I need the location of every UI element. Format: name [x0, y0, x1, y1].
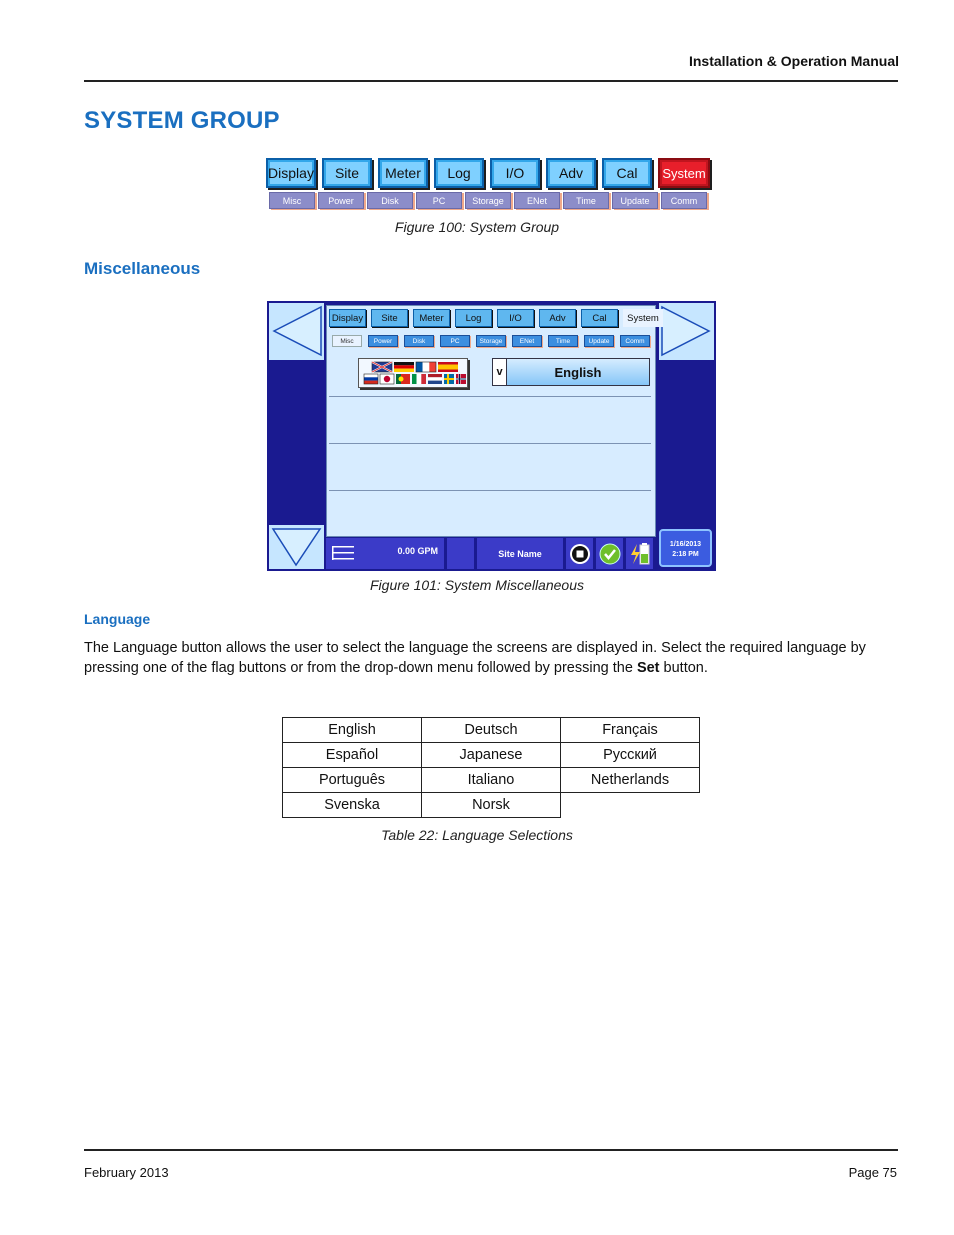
- tab-meter[interactable]: [378, 158, 428, 188]
- tab-label: Site: [326, 162, 368, 184]
- date-time-display: [659, 529, 712, 567]
- table-cell: Netherlands: [561, 768, 700, 793]
- subtab-time[interactable]: Time: [563, 192, 609, 209]
- tab-adv[interactable]: [546, 158, 596, 188]
- screen-main: [326, 305, 659, 537]
- screen-subtab-pc[interactable]: PC: [440, 335, 470, 347]
- screen-subtab-enet[interactable]: ENet: [512, 335, 542, 347]
- language-value: English: [507, 359, 649, 385]
- power-status: [626, 538, 653, 569]
- prev-button[interactable]: [269, 303, 324, 360]
- screen-tab-log[interactable]: Log: [455, 309, 492, 327]
- dropdown-arrow[interactable]: v: [493, 359, 507, 385]
- header-title: Installation & Operation Manual: [688, 53, 899, 69]
- divider: [329, 443, 651, 444]
- tab-label: Display: [270, 162, 312, 184]
- table-row: [283, 793, 700, 818]
- divider: [329, 396, 651, 397]
- screen-tab-adv[interactable]: Adv: [539, 309, 576, 327]
- left-arrow-icon: [269, 303, 324, 360]
- table-cell: English: [283, 718, 422, 743]
- language-flags-button[interactable]: [358, 358, 468, 388]
- table-cell: Español: [283, 743, 422, 768]
- flow-value: 0.00 GPM: [397, 546, 438, 556]
- screen-subtab-comm[interactable]: Comm: [620, 335, 650, 347]
- subtab-enet[interactable]: ENet: [514, 192, 560, 209]
- status-ok: [596, 538, 623, 569]
- language-table: [282, 717, 700, 818]
- down-arrow-icon: [269, 525, 324, 569]
- tab-log[interactable]: [434, 158, 484, 188]
- screen-subtab-update[interactable]: Update: [584, 335, 614, 347]
- subsection-title: Miscellaneous: [84, 259, 201, 278]
- table-cell: Italiano: [422, 768, 561, 793]
- tab-label: Log: [438, 162, 480, 184]
- screen-tab-cal[interactable]: Cal: [581, 309, 618, 327]
- tab-display[interactable]: [266, 158, 316, 188]
- subtab-comm[interactable]: Comm: [661, 192, 707, 209]
- check-icon: [599, 543, 621, 565]
- set-keyword: Set: [636, 659, 660, 676]
- flow-readout: [326, 538, 444, 569]
- footer-page-number: Page 75: [848, 1165, 897, 1180]
- tab-site[interactable]: [322, 158, 372, 188]
- footer-date: February 2013: [84, 1165, 169, 1180]
- screen-subtab-disk[interactable]: Disk: [404, 335, 434, 347]
- tab-label: System: [662, 162, 706, 184]
- subtab-storage[interactable]: Storage: [465, 192, 511, 209]
- stop-button[interactable]: [566, 538, 593, 569]
- screen-tab-row: [329, 309, 663, 327]
- desc-text: The Language button allows the user to select the language the screens are displayed in. Select the required language by pressing one of the flag buttons or from the drop-down menu followed by pressing the: [84, 640, 866, 676]
- table-cell-empty: [561, 793, 700, 818]
- scroll-down-button[interactable]: [269, 525, 324, 569]
- time-value: 2:18 PM: [672, 551, 699, 558]
- screen-subtab-power[interactable]: Power: [368, 335, 398, 347]
- language-heading: Language: [84, 611, 151, 627]
- table-cell: Norsk: [422, 793, 561, 818]
- footer-rule: [84, 1149, 898, 1151]
- table-cell: Русский: [561, 743, 700, 768]
- table-row: [283, 743, 700, 768]
- screen-subtab-row: [332, 335, 650, 347]
- subtab-pc[interactable]: PC: [416, 192, 462, 209]
- tab-label: Adv: [550, 162, 592, 184]
- tab-label: Cal: [606, 162, 648, 184]
- screen-tab-site[interactable]: Site: [371, 309, 408, 327]
- figure-100-caption: Figure 100: System Group: [394, 219, 560, 235]
- main-tab-row: [266, 158, 710, 190]
- header-rule: [84, 80, 898, 82]
- tab-system[interactable]: [658, 158, 710, 188]
- table-cell: Português: [283, 768, 422, 793]
- screen-subtab-storage[interactable]: Storage: [476, 335, 506, 347]
- subtab-update[interactable]: Update: [612, 192, 658, 209]
- figure-101-caption: Figure 101: System Miscellaneous: [370, 577, 584, 593]
- table-row: [283, 768, 700, 793]
- section-title: SYSTEM GROUP: [84, 107, 280, 134]
- screen-subtab-misc[interactable]: Misc: [332, 335, 362, 347]
- language-dropdown[interactable]: [492, 358, 650, 386]
- subtab-misc[interactable]: Misc: [269, 192, 315, 209]
- table-cell: Deutsch: [422, 718, 561, 743]
- screen-tab-display[interactable]: Display: [329, 309, 366, 327]
- stop-icon: [569, 543, 591, 565]
- table-cell: Français: [561, 718, 700, 743]
- tab-cal[interactable]: [602, 158, 652, 188]
- tab-io[interactable]: [490, 158, 540, 188]
- battery-icon: [629, 542, 651, 566]
- flags-icon: [359, 359, 469, 389]
- screen-subtab-time[interactable]: Time: [548, 335, 578, 347]
- site-name: Site Name: [477, 538, 563, 569]
- tab-label: Meter: [382, 162, 424, 184]
- divider: [329, 490, 651, 491]
- right-arrow-icon: [659, 303, 714, 360]
- next-button[interactable]: [659, 303, 714, 360]
- figure-system-misc-screen: [267, 301, 716, 571]
- status-bar: [326, 538, 656, 569]
- language-description: [84, 639, 884, 678]
- sub-tab-row: [269, 192, 707, 209]
- screen-tab-system[interactable]: System: [623, 309, 663, 327]
- desc-text-end: button.: [659, 659, 708, 676]
- signal-icon: [332, 545, 356, 563]
- subtab-power[interactable]: Power: [318, 192, 364, 209]
- table-cell: Japanese: [422, 743, 561, 768]
- figure-system-group: [266, 158, 714, 212]
- table-row: [283, 718, 700, 743]
- date-value: 1/16/2013: [669, 541, 702, 548]
- screen-tab-io[interactable]: I/O: [497, 309, 534, 327]
- table-22-caption: Table 22: Language Selections: [381, 827, 573, 843]
- tab-label: I/O: [494, 162, 536, 184]
- table-cell: Svenska: [283, 793, 422, 818]
- screen-tab-meter[interactable]: Meter: [413, 309, 450, 327]
- subtab-disk[interactable]: Disk: [367, 192, 413, 209]
- status-blank: [447, 538, 474, 569]
